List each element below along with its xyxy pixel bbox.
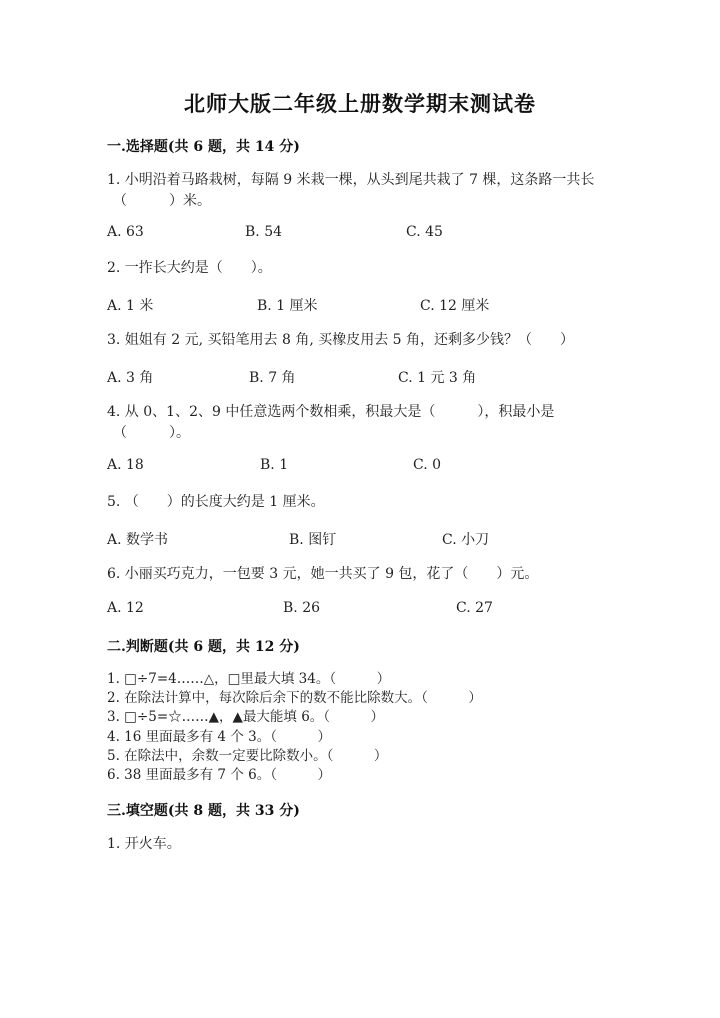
judge-list <box>107 670 482 785</box>
question-text-continued: （ ）。 <box>113 425 190 441</box>
option-a: A. 3 角 <box>107 370 154 386</box>
question-5 <box>107 492 617 513</box>
section-heading-fill: 三.填空题(共 8 题，共 33 分) <box>107 803 300 819</box>
option-c: C. 12 厘米 <box>420 298 490 314</box>
option-a: A. 数学书 <box>107 532 169 548</box>
option-b: B. 54 <box>245 224 283 240</box>
section-heading-choice: 一.选择题(共 6 题，共 14 分) <box>107 139 300 155</box>
section-heading-judge: 二.判断题(共 6 题，共 12 分) <box>107 639 300 655</box>
judge-item: 5. 在除法中，余数一定要比除数小。（ ） <box>107 747 388 764</box>
option-a: A. 18 <box>107 457 144 473</box>
question-1 <box>107 170 617 212</box>
question-text: 5. （ ）的长度大约是 1 厘米。 <box>107 494 325 510</box>
judge-item: 4. 16 里面最多有 4 个 3。（ ） <box>107 728 331 745</box>
judge-item: 1. □÷7=4……△，□里最大填 34。（ ） <box>107 671 391 687</box>
option-b: B. 7 角 <box>249 370 296 386</box>
question-text: 6. 小丽买巧克力，一包要 3 元，她一共买了 9 包，花了（ ）元。 <box>107 566 539 582</box>
option-b: B. 26 <box>283 600 321 616</box>
option-b: B. 1 <box>260 457 289 473</box>
question-text: 1. 开火车。 <box>107 836 181 852</box>
option-a: A. 63 <box>107 224 144 240</box>
question-2 <box>107 258 617 279</box>
option-c: C. 小刀 <box>442 532 490 548</box>
option-c: C. 1 元 3 角 <box>398 370 477 386</box>
question-text: 2. 一拃长大约是（ ）。 <box>107 260 272 276</box>
question-text: 3. 姐姐有 2 元, 买铅笔用去 8 角, 买橡皮用去 5 角，还剩多少钱？（ ） <box>107 332 575 348</box>
judge-item: 6. 38 里面最多有 7 个 6。（ ） <box>107 767 331 784</box>
fill-question-1 <box>107 834 617 855</box>
option-c: C. 0 <box>413 457 442 473</box>
option-c: C. 45 <box>406 224 443 240</box>
option-c: C. 27 <box>456 600 493 616</box>
option-a: A. 12 <box>107 600 144 616</box>
option-a: A. 1 米 <box>107 298 154 314</box>
judge-item: 3. □÷5=☆……▲，▲最大能填 6。（ ） <box>107 709 385 726</box>
question-4 <box>107 402 617 444</box>
question-text-continued: （ ）米。 <box>113 193 211 209</box>
question-text: 4. 从 0、1、2、9 中任意选两个数相乘，积最大是（ ），积最小是 <box>107 404 555 420</box>
question-6 <box>107 564 617 585</box>
judge-item: 2. 在除法计算中，每次除后余下的数不能比除数大。（ ） <box>107 690 482 707</box>
question-3 <box>107 330 617 351</box>
option-b: B. 1 厘米 <box>257 298 318 314</box>
question-text: 1. 小明沿着马路栽树，每隔 9 米栽一棵，从头到尾共栽了 7 棵，这条路一共长 <box>107 172 595 188</box>
option-b: B. 图钉 <box>289 532 337 548</box>
page-title: 北师大版二年级上册数学期末测试卷 <box>184 91 536 116</box>
